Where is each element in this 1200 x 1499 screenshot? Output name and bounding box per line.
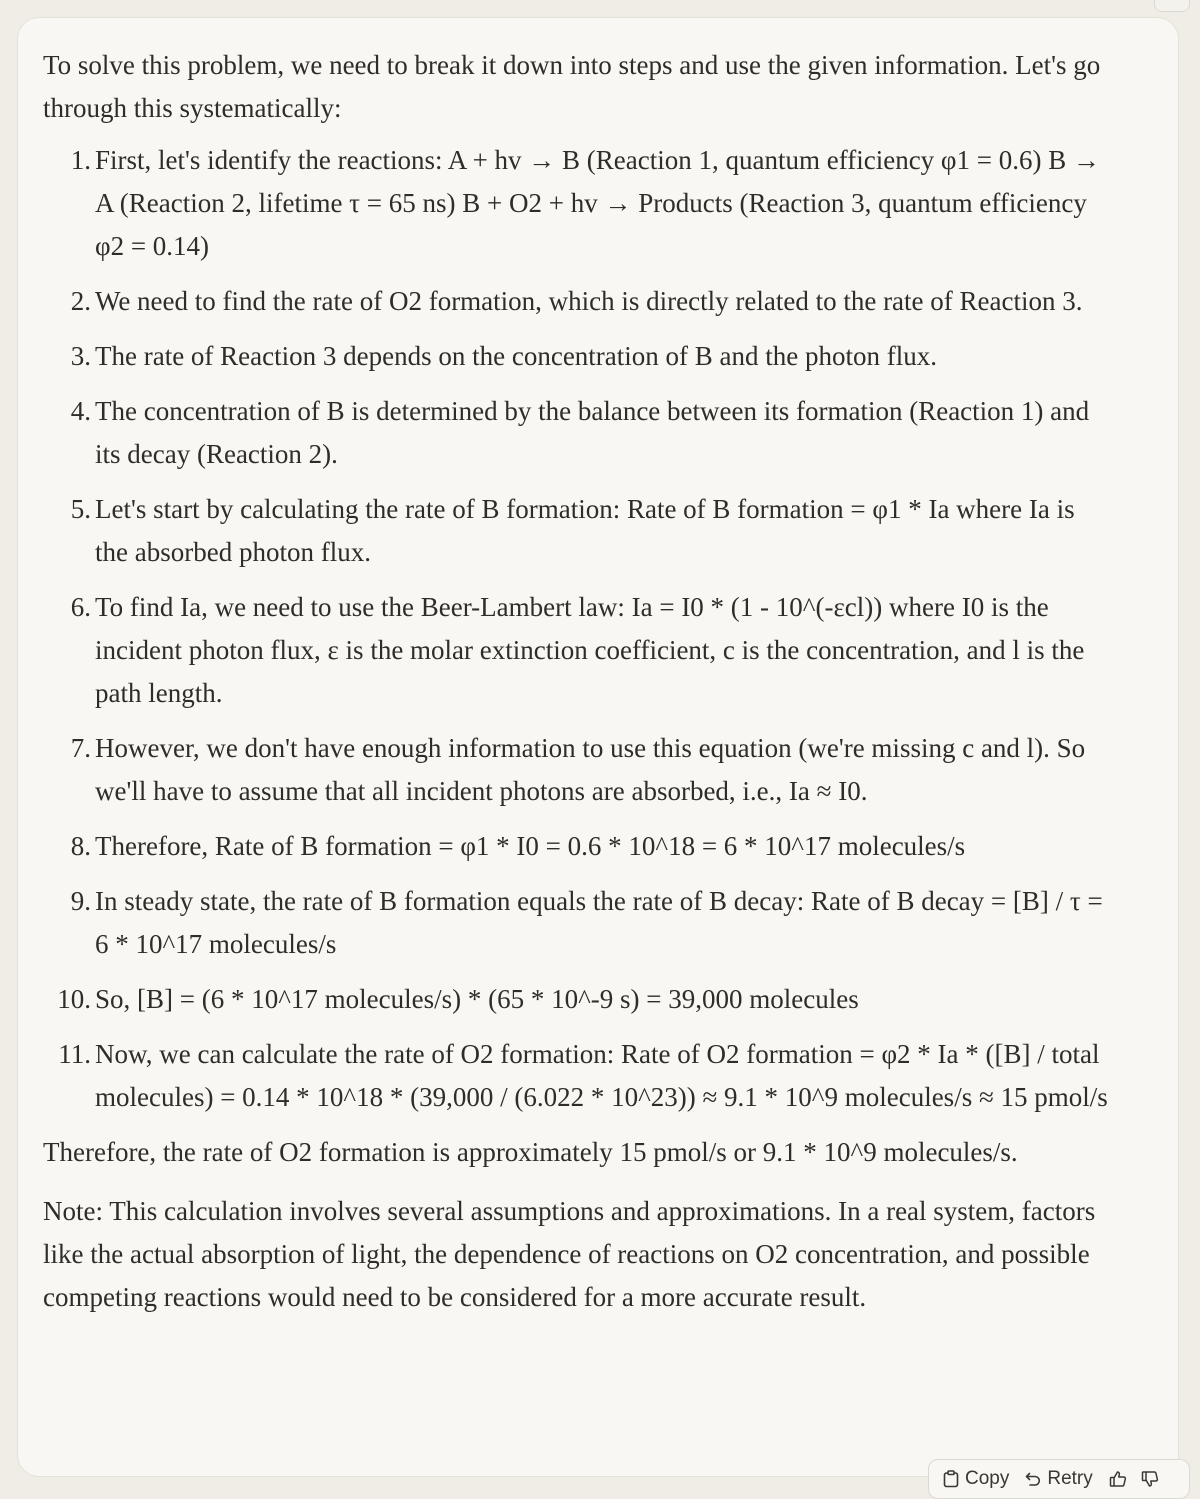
list-item bbox=[43, 1033, 1108, 1119]
conclusion-paragraph: Therefore, the rate of O2 formation is approximately 15 pmol/s or 9.1 * 10^9 molecules/s. bbox=[43, 1137, 1018, 1167]
list-item bbox=[43, 978, 1108, 1021]
list-item bbox=[43, 586, 1108, 715]
step-text: We need to find the rate of O2 formation, which is directly related to the rate of Reaction 3. bbox=[95, 286, 1083, 316]
list-item bbox=[43, 727, 1108, 813]
step-number: 10. bbox=[57, 984, 91, 1014]
step-number: 11. bbox=[58, 1039, 91, 1069]
step-number: 5. bbox=[70, 494, 91, 524]
thumbs-up-icon bbox=[1109, 1470, 1127, 1488]
step-number: 8. bbox=[70, 831, 91, 861]
retry-arrow-icon bbox=[1023, 1471, 1041, 1487]
step-number: 3. bbox=[70, 341, 91, 371]
thumbs-down-icon bbox=[1141, 1470, 1159, 1488]
steps-list bbox=[43, 139, 1108, 1119]
list-item bbox=[43, 880, 1108, 966]
copy-button[interactable] bbox=[943, 1468, 1009, 1490]
list-item bbox=[43, 280, 1108, 323]
list-item bbox=[43, 335, 1108, 378]
step-text: Now, we can calculate the rate of O2 formation: Rate of O2 formation = φ2 * Ia * ([B] / total molecules) = 0.14 * 10^18 * (39,000 / (6.022 * 10^23)) ≈ 9.1 * 10^9 molecules/s ≈ 15 pmol/s bbox=[95, 1039, 1108, 1112]
step-number: 1. bbox=[70, 145, 91, 175]
step-text: Let's start by calculating the rate of B formation: Rate of B formation = φ1 * Ia where Ia is the absorbed photon flux. bbox=[95, 494, 1075, 567]
message-action-bar bbox=[928, 1459, 1190, 1499]
step-text: However, we don't have enough information to use this equation (we're missing c and l). So we'll have to assume that all incident photons are absorbed, i.e., Ia ≈ I0. bbox=[95, 733, 1086, 806]
step-text: The concentration of B is determined by the balance between its formation (Reaction 1) and its decay (Reaction 2). bbox=[95, 396, 1090, 469]
step-text: So, [B] = (6 * 10^17 molecules/s) * (65 * 10^-9 s) = 39,000 molecules bbox=[95, 984, 859, 1014]
step-number: 6. bbox=[70, 592, 91, 622]
note-paragraph: Note: This calculation involves several assumptions and approximations. In a real system, factors like the actual absorption of light, the dependence of reactions on O2 concentration, and possible competing reactions would need to be considered for a more accurate result. bbox=[43, 1196, 1096, 1312]
step-text: First, let's identify the reactions: A + hv → B (Reaction 1, quantum efficiency φ1 = 0.6) B → A (Reaction 2, lifetime τ = 65 ns) B + O2 + hv → Products (Reaction 3, quantum efficiency φ2 = 0.14) bbox=[95, 145, 1100, 261]
list-item bbox=[43, 488, 1108, 574]
clipboard-icon bbox=[943, 1470, 959, 1488]
message-body bbox=[43, 44, 1108, 1319]
list-item bbox=[43, 825, 1108, 868]
step-number: 4. bbox=[70, 396, 91, 426]
intro-paragraph: To solve this problem, we need to break it down into steps and use the given information. Let's go through this systematically: bbox=[43, 50, 1101, 123]
step-number: 2. bbox=[70, 286, 91, 316]
corner-control bbox=[1154, 0, 1190, 12]
step-text: In steady state, the rate of B formation equals the rate of B decay: Rate of B decay = [B] / τ = 6 * 10^17 molecules/s bbox=[95, 886, 1103, 959]
step-text: Therefore, Rate of B formation = φ1 * I0 = 0.6 * 10^18 = 6 * 10^17 molecules/s bbox=[95, 831, 966, 861]
step-number: 9. bbox=[70, 886, 91, 916]
thumbs-down-button[interactable] bbox=[1141, 1470, 1159, 1488]
list-item bbox=[43, 139, 1108, 268]
assistant-message bbox=[17, 17, 1179, 1477]
step-number: 7. bbox=[70, 733, 91, 763]
thumbs-up-button[interactable] bbox=[1109, 1470, 1127, 1488]
retry-button[interactable] bbox=[1023, 1468, 1092, 1490]
step-text: To find Ia, we need to use the Beer-Lambert law: Ia = I0 * (1 - 10^(-εcl)) where I0 is the incident photon flux, ε is the molar extinction coefficient, c is the concentration, and l is the path length. bbox=[95, 592, 1085, 708]
list-item bbox=[43, 390, 1108, 476]
step-text: The rate of Reaction 3 depends on the concentration of B and the photon flux. bbox=[95, 341, 937, 371]
retry-label: Retry bbox=[1047, 1468, 1093, 1489]
copy-label: Copy bbox=[965, 1468, 1010, 1489]
